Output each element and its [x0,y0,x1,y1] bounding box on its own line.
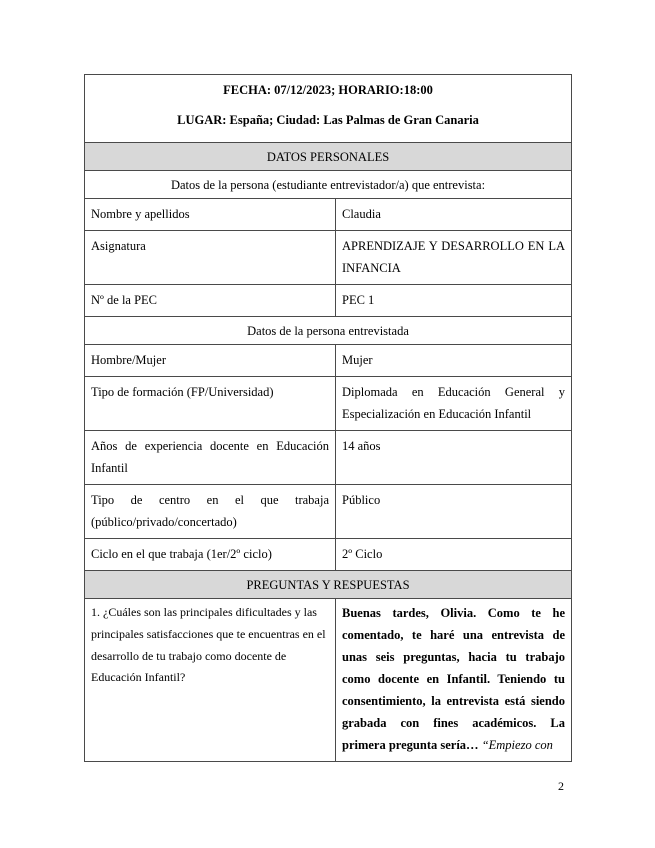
section-band-personal [85,143,572,171]
interviewer-caption: Datos de la persona (estudiante entrevistador/a) que entrevista: [85,171,572,199]
header-row [85,75,572,143]
row-label: Años de experiencia docente en Educación Infantil [85,431,336,485]
interview-form-table [84,74,572,762]
section-band-qa [85,571,572,599]
table-row [85,539,572,571]
row-label: Ciclo en el que trabaja (1er/2º ciclo) [85,539,336,571]
section-title-qa: PREGUNTAS Y RESPUESTAS [85,571,572,599]
date-time-line: FECHA: 07/12/2023; HORARIO:18:00 [223,83,433,97]
row-label: Nº de la PEC [85,285,336,317]
table-row [85,431,572,485]
row-value: Diplomada en Educación General y Especialización en Educación Infantil [336,377,572,431]
question-text: 1. ¿Cuáles son las principales dificultades y las principales satisfacciones que te encuentras en el desarrollo de tu trabajo como docente de Educación Infantil? [85,599,336,762]
row-value: 2º Ciclo [336,539,572,571]
row-value: Claudia [336,199,572,231]
row-label: Hombre/Mujer [85,345,336,377]
row-label: Nombre y apellidos [85,199,336,231]
table-row [85,485,572,539]
row-value: Público [336,485,572,539]
interviewer-caption-row [85,171,572,199]
answer-cell [336,599,572,762]
row-label: Asignatura [85,231,336,285]
answer-quote: “Empiezo con [481,738,553,752]
interviewee-caption-row [85,317,572,345]
table-row [85,377,572,431]
qa-row [85,599,572,762]
answer-text: Buenas tardes, Olivia. Como te he comentado, te haré una entrevista de unas seis preguntas, hacia tu trabajo como docente en Infantil. Teniendo tu consentimiento, la entrevista está siendo grabada con fines académicos. La primera pregunta sería… [342,606,565,752]
table-row [85,231,572,285]
row-value: 14 años [336,431,572,485]
interviewee-caption: Datos de la persona entrevistada [85,317,572,345]
row-label: Tipo de centro en el que trabaja (público/privado/concertado) [85,485,336,539]
table-row [85,199,572,231]
table-row [85,285,572,317]
row-label: Tipo de formación (FP/Universidad) [85,377,336,431]
location-line: LUGAR: España; Ciudad: Las Palmas de Gran Canaria [177,113,479,127]
page-number: 2 [558,779,564,793]
row-value: Mujer [336,345,572,377]
table-row [85,345,572,377]
section-title-personal: DATOS PERSONALES [85,143,572,171]
row-value: APRENDIZAJE Y DESARROLLO EN LA INFANCIA [336,231,572,285]
row-value: PEC 1 [336,285,572,317]
